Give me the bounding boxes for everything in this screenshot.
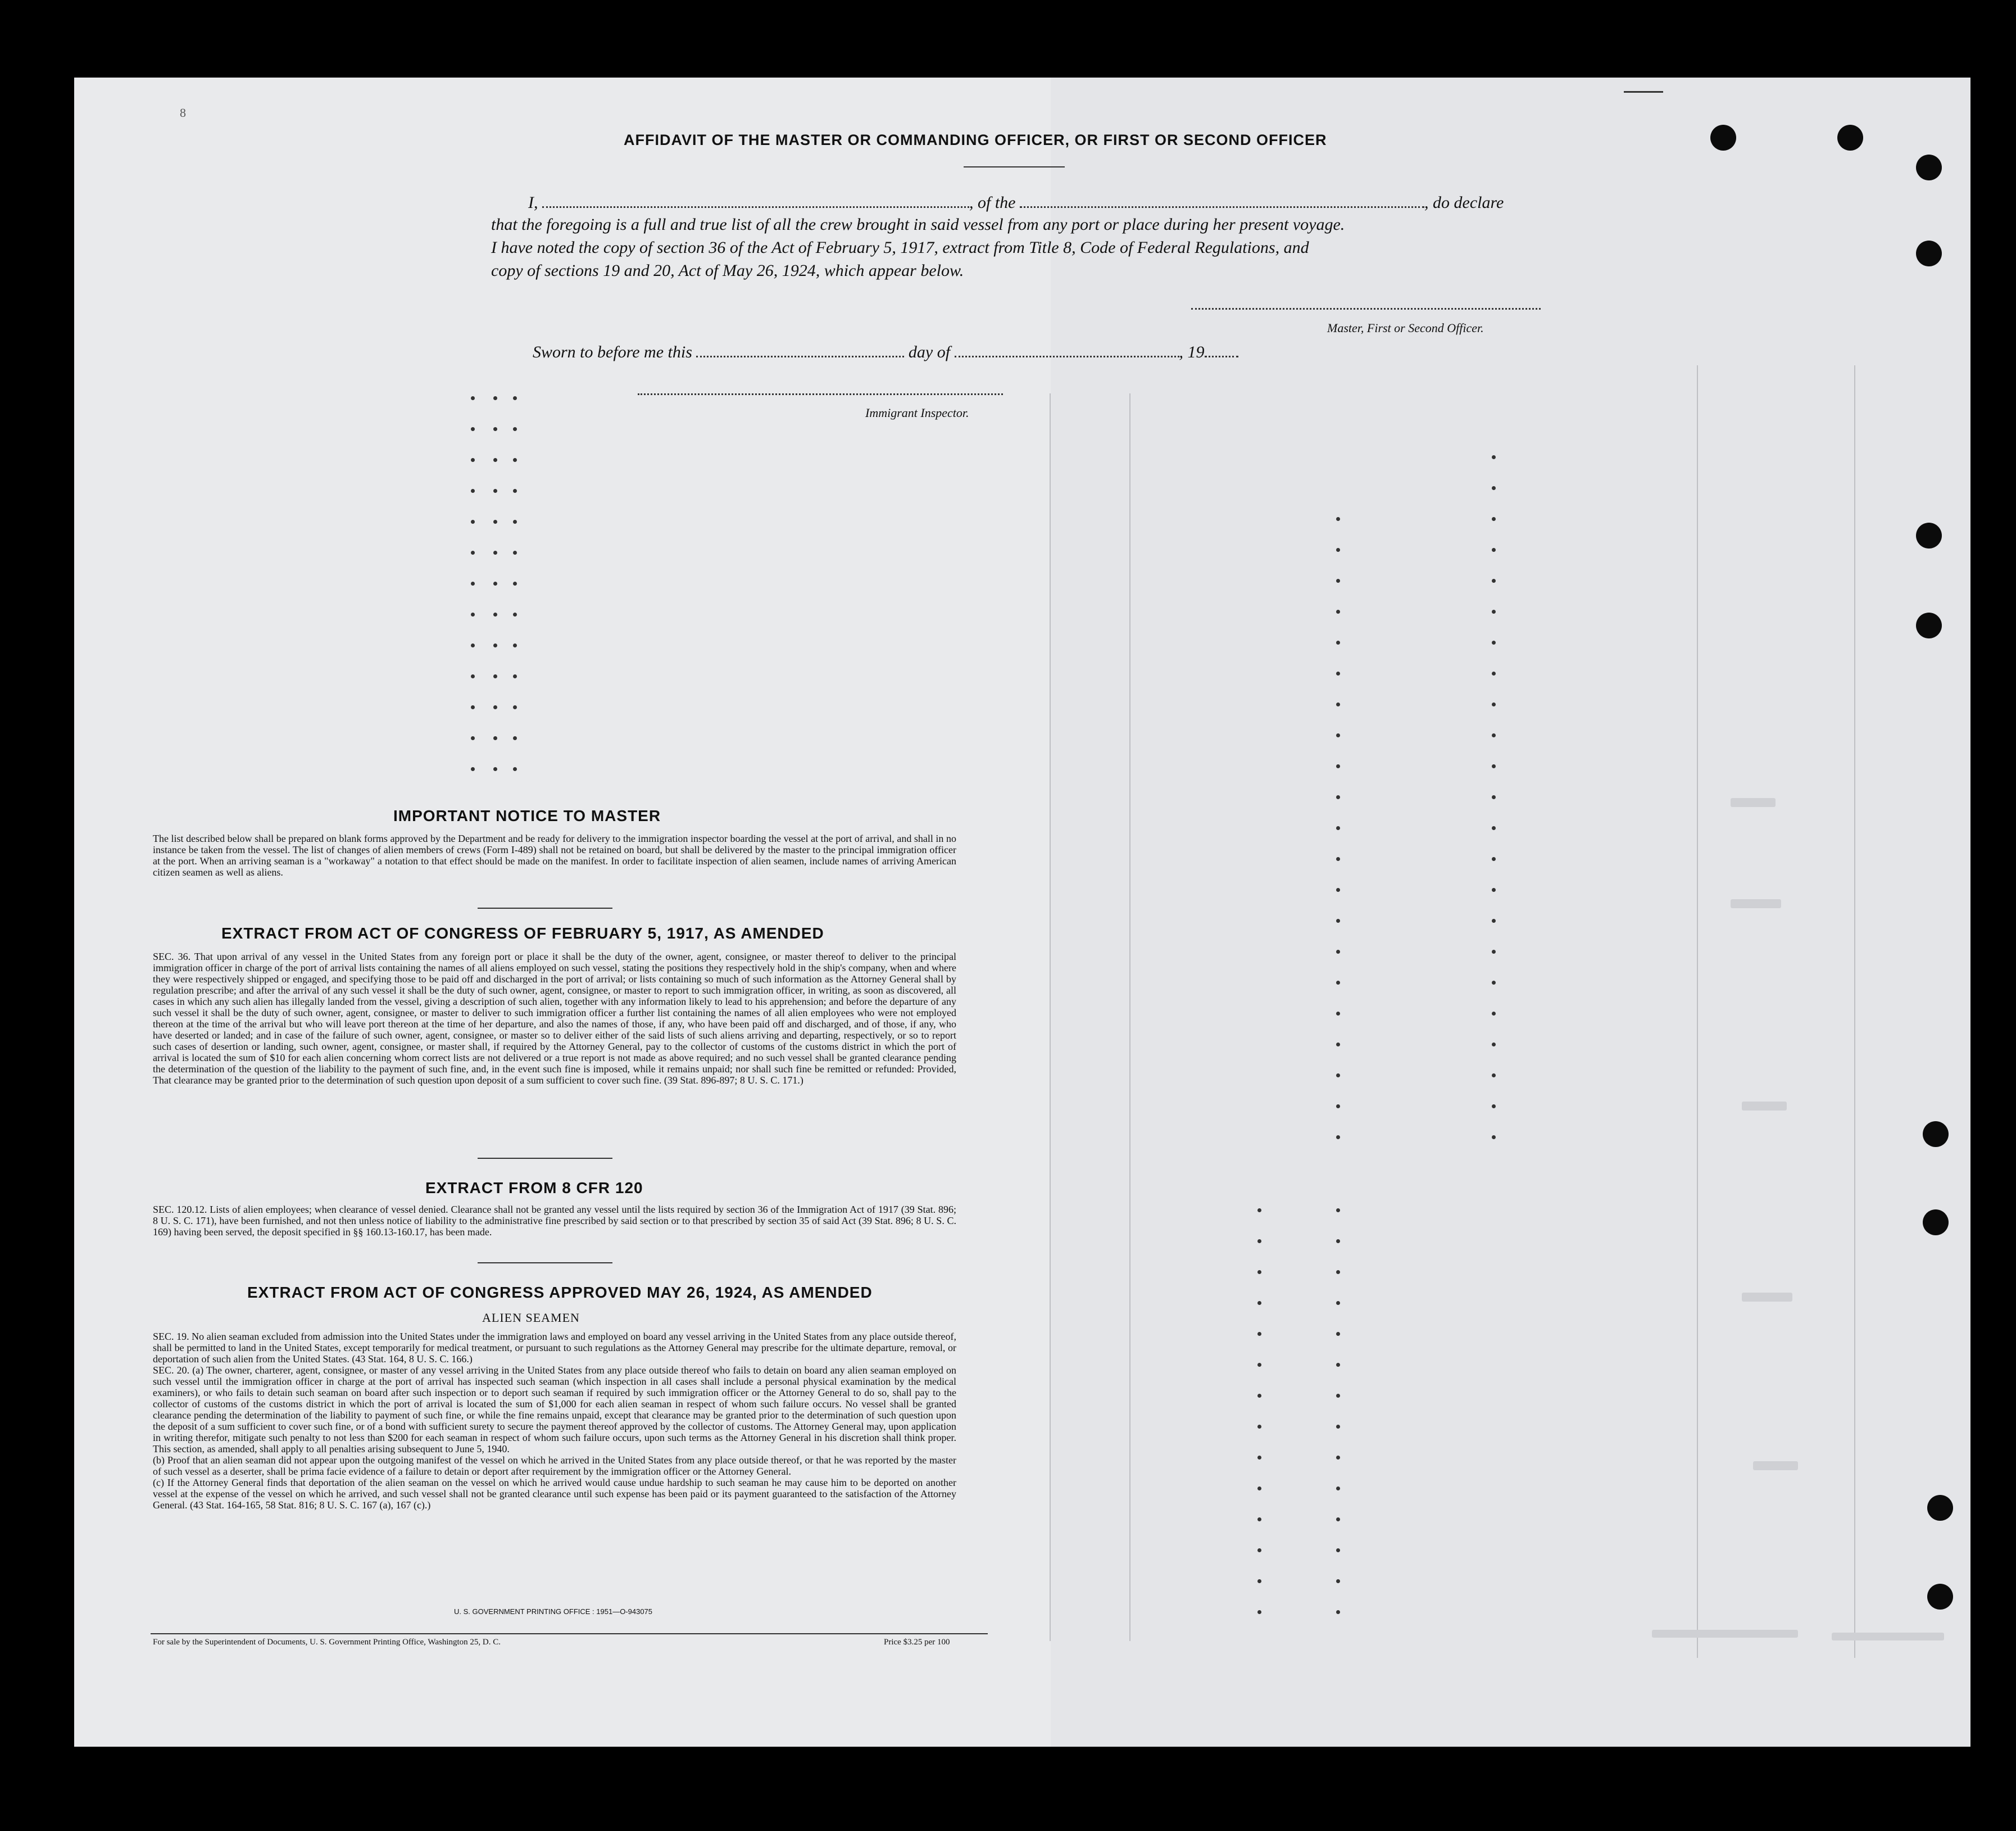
sworn-line (533, 343, 1238, 362)
year-prefix: , 19 (1179, 343, 1205, 361)
bleed-through-panel (1051, 78, 1970, 1747)
row-dot (471, 458, 475, 462)
affidavit-of-the: , of the (969, 193, 1016, 212)
row-dot (471, 520, 475, 524)
row-dot (1257, 1239, 1261, 1243)
row-dot (471, 396, 475, 400)
gpo-imprint: U. S. GOVERNMENT PRINTING OFFICE : 1951—O-943075 (454, 1607, 653, 1616)
row-dot (1257, 1363, 1261, 1367)
punch-hole (1923, 1121, 1949, 1147)
row-dot (513, 767, 517, 771)
affidavit-line-1 (528, 193, 1504, 212)
alien-seamen-subheading: ALIEN SEAMEN (482, 1311, 580, 1325)
row-dot (493, 674, 497, 678)
row-dot (1336, 548, 1340, 552)
extract-1924-body (153, 1331, 956, 1511)
footer-right: Price $3.25 per 100 (884, 1638, 950, 1647)
row-dot (471, 427, 475, 431)
row-dot (1257, 1579, 1261, 1583)
row-dot (1336, 1486, 1340, 1490)
row-dot (513, 458, 517, 462)
row-dot (1336, 703, 1340, 706)
row-dot (1336, 672, 1340, 676)
column-rule (1129, 393, 1130, 1641)
punch-hole (1916, 613, 1942, 638)
extract-1917-heading: EXTRACT FROM ACT OF CONGRESS OF FEBRUARY 5, 1917, AS AMENDED (221, 924, 824, 942)
row-dot (493, 736, 497, 740)
row-dot (1257, 1301, 1261, 1305)
row-dot (493, 767, 497, 771)
row-dot (1336, 641, 1340, 645)
row-dot (1492, 1073, 1496, 1077)
row-dot (493, 489, 497, 493)
punch-hole (1916, 155, 1942, 180)
row-dot (1257, 1270, 1261, 1274)
row-dot (513, 427, 517, 431)
row-dot (493, 643, 497, 647)
row-dot (493, 396, 497, 400)
row-dot (1492, 1012, 1496, 1016)
row-dot (1492, 610, 1496, 614)
affidavit-i: I, (528, 193, 538, 212)
row-dot (1257, 1456, 1261, 1460)
affidavit-line-2: that the foregoing is a full and true list of all the crew brought in said vessel from any port or place during her present voyage. (491, 215, 1345, 234)
row-dot (471, 582, 475, 586)
row-dot (513, 520, 517, 524)
row-dot (1336, 1548, 1340, 1552)
row-dot (1336, 1073, 1340, 1077)
notice-body: The list described below shall be prepared on blank forms approved by the Department and be ready for delivery to the immigration inspector boarding the vessel at the port of arrival, and shall in no instance be taken from the vessel. The list of changes of alien members of crews (Form I-489) shall not be retained on board, but shall be delivered by the master to the principal immigration officer at the port. When an arriving seaman is a "workaway" a notation to that effect should be made on the manifest. In order to facilitate inspection of alien seamen, include names of arriving American citizen seamen as well as aliens. (153, 833, 956, 878)
footer-left: For sale by the Superintendent of Documents, U. S. Government Printing Office, Washington 25, D. C. (153, 1638, 501, 1647)
row-dot (493, 705, 497, 709)
sec-20a: SEC. 20. (a) The owner, charterer, agent, consignee, or master of any vessel arriving in the United States from any place outside thereof who fails to detain on board any alien seaman employed on such vessel until the immigration officer in charge at the port of arrival has inspected such seaman (which inspection in all cases shall include a personal physical examination by the medical examiners), or who fails to detain such seaman on board after such inspection or to deport such seaman if required by such immigration officer or the Attorney General to do so, shall pay to the collector of customs of the customs district in which the port of arrival is located the sum of $1,000 for each alien seaman in respect of whom such failure occurs. No vessel shall be granted clearance pending the determination of the liability to payment of such fine, or while the fine remains unpaid, except that clearance may be granted prior to the determination of such question upon the deposit of a sum sufficient to cover such fine, or of a bond with sufficient surety to secure the payment thereof approved by the collector of customs. The Attorney General may, upon application in writing therefor, mitigate such penalty to not less than $200 for each seaman in respect of whom such failure occurs, upon such terms as the Attorney General in his discretion shall think proper. This section, as amended, shall apply to all penalties arising subsequent to June 5, 1940. (153, 1365, 956, 1454)
row-dot (471, 643, 475, 647)
row-dot (513, 705, 517, 709)
row-dot (1492, 703, 1496, 706)
row-dot (1336, 919, 1340, 923)
row-dot (1492, 857, 1496, 861)
notice-heading: IMPORTANT NOTICE TO MASTER (393, 807, 661, 824)
row-dot (1257, 1332, 1261, 1336)
signature-label: Master, First or Second Officer. (1327, 321, 1484, 335)
row-dot (1492, 950, 1496, 954)
row-dot (1336, 733, 1340, 737)
row-dot (1336, 1239, 1340, 1243)
divider (478, 908, 612, 909)
row-dot (1492, 919, 1496, 923)
day-of-label: day of (908, 343, 951, 361)
row-dot (1336, 610, 1340, 614)
row-dot (1492, 733, 1496, 737)
row-dot (1336, 579, 1340, 583)
row-dot (1492, 888, 1496, 892)
row-dot (1336, 1610, 1340, 1614)
punch-hole (1837, 125, 1863, 151)
bleed-through-mark (1832, 1633, 1944, 1640)
signature-field[interactable] (1191, 308, 1541, 310)
row-dot (1336, 1579, 1340, 1583)
divider (478, 1158, 612, 1159)
row-dot (1336, 857, 1340, 861)
row-dot (1336, 1456, 1340, 1460)
bleed-through-mark (1731, 798, 1776, 807)
row-dot (1336, 764, 1340, 768)
extract-cfr-body: SEC. 120.12. Lists of alien employees; when clearance of vessel denied. Clearance shall not be granted any vessel until the lists required by section 36 of the Immigration Act of 1917 (39 Stat. 896; 8 U. S. C. 171), have been furnished, and not then unless notice of liability to the administrative fine prescribed by said section or to that prescribed by section 35 of said Act (39 Stat. 896; 8 U. S. C. 169) having been served, the deposit specified in §§ 160.13-160.17, has been made. (153, 1204, 956, 1238)
name-field[interactable] (542, 206, 969, 208)
row-dot (471, 674, 475, 678)
row-dot (513, 674, 517, 678)
row-dot (513, 582, 517, 586)
row-dot (1257, 1425, 1261, 1429)
row-dot (1336, 1208, 1340, 1212)
column-rule (1697, 365, 1698, 1658)
punch-hole (1916, 241, 1942, 266)
row-dot (493, 613, 497, 617)
row-dot (1492, 486, 1496, 490)
row-dot (1492, 764, 1496, 768)
row-dot (1336, 950, 1340, 954)
punch-hole (1923, 1209, 1949, 1235)
row-dot (513, 551, 517, 555)
sworn-label: Sworn to before me this (533, 343, 692, 361)
row-dot (1336, 1043, 1340, 1046)
affidavit-line-4: copy of sections 19 and 20, Act of May 26, 1924, which appear below. (491, 261, 964, 280)
affidavit-line-3: I have noted the copy of section 36 of the Act of February 5, 1917, extract from Title 8, Code of Federal Regulations, and (491, 238, 1309, 257)
footer-rule (151, 1633, 988, 1634)
row-dot (1492, 517, 1496, 521)
row-dot (1492, 579, 1496, 583)
bleed-through-mark (1731, 899, 1781, 908)
sec-19: SEC. 19. No alien seaman excluded from admission into the United States under the immigration laws and employed on board any vessel arriving in the United States from any place outside thereof, shall be permitted to land in the United States, except temporarily for medical treatment, or pursuant to such regulations as the Attorney General may prescribe for the ultimate departure, removal, or deportation of such alien from the United States. (43 Stat. 164, 8 U. S. C. 166.) (153, 1331, 956, 1365)
row-dot (1336, 1517, 1340, 1521)
row-dot (1336, 795, 1340, 799)
extract-1924-heading: EXTRACT FROM ACT OF CONGRESS APPROVED MAY 26, 1924, AS AMENDED (247, 1284, 873, 1301)
affidavit-declare: , do declare (1424, 193, 1504, 212)
row-dot (493, 582, 497, 586)
row-dot (1336, 1301, 1340, 1305)
sec-20b: (b) Proof that an alien seaman did not appear upon the outgoing manifest of the vessel on which he arrived in the United States from any place outside thereof, or that he was reported by the master of such vessel as a deserter, shall be prima facie evidence of a failure to detain or deport after requirement by the immigration officer or the Attorney General. (153, 1454, 956, 1477)
row-dot (1336, 1394, 1340, 1398)
row-dot (1257, 1394, 1261, 1398)
column-rule (1854, 365, 1855, 1658)
extract-1917-body: SEC. 36. That upon arrival of any vessel in the United States from any foreign port or place it shall be the duty of the owner, agent, consignee, or master thereof to deliver to the principal immigration officer in charge of the port of arrival lists containing the names of all aliens employed on such vessel, stating the positions they respectively hold in the ship's company, when and where they were respectively shipped or engaged, and specifying those to be paid off and discharged in the port of arrival; or lists containing so much of such information as the Attorney General shall by regulation prescribe; and after the arrival of any such vessel it shall be the duty of such owner, agent, consignee, or master to report to such immigration officer, in writing, as soon as discovered, all cases in which any such alien has illegally landed from the vessel, giving a description of such alien, together with any information likely to lead to his apprehension; and before the departure of any such vessel it shall be the duty of such owner, agent, consignee, or master to deliver to such immigration officer a further list containing the names of all alien employees who were not employed thereon at the time of the arrival but who will leave port thereon at the time of her departure, and also the names of those, if any, who have been paid off and discharged, and of those, if any, who have deserted or landed; and in case of the failure of such owner, agent, consignee, or master so to deliver either of the said lists of such aliens arriving and departing, respectively, or so to report such cases of desertion or landing, such owner, agent, consignee, or master shall, if required by the Attorney General, pay to the collector of customs of the customs district in which the port of arrival is located the sum of $10 for each alien concerning whom correct lists are not delivered or a true report is not made as above required; and no such vessel shall be granted clearance pending the determination of the question of the liability to the payment of such fine, and, in the event such fine is imposed, while it remains unpaid; nor shall such fine be remitted or refunded: Provided, That clearance may be granted prior to the determination of such question upon deposit of a sum sufficient to cover such fine. (39 Stat. 896-897; 8 U. S. C. 171.) (153, 951, 956, 1086)
bleed-through-mark (1652, 1630, 1798, 1638)
column-rule (1050, 393, 1051, 1641)
punch-hole (1710, 125, 1736, 151)
row-dot (1257, 1610, 1261, 1614)
row-dot (1336, 826, 1340, 830)
row-dot (471, 551, 475, 555)
row-dot (1336, 1104, 1340, 1108)
row-dot (471, 489, 475, 493)
row-dot (1336, 517, 1340, 521)
row-dot (513, 489, 517, 493)
row-dot (493, 551, 497, 555)
row-dot (1257, 1517, 1261, 1521)
inspector-label: Immigrant Inspector. (865, 406, 969, 420)
row-dot (1492, 455, 1496, 459)
punch-hole (1916, 523, 1942, 549)
row-dot (513, 396, 517, 400)
row-dot (1336, 981, 1340, 985)
row-dot (1492, 826, 1496, 830)
row-dot (1336, 1363, 1340, 1367)
row-dot (1492, 1043, 1496, 1046)
row-dot (493, 458, 497, 462)
inspector-signature-field[interactable] (638, 393, 1003, 395)
punch-hole (1927, 1495, 1953, 1521)
row-dot (493, 520, 497, 524)
row-dot (471, 767, 475, 771)
sec-20c: (c) If the Attorney General finds that deportation of the alien seaman on the vessel on which he arrived would cause undue hardship to such seaman he may cause him to be deported on another vessel at the expense of the vessel on which he arrived, and such vessel shall not be granted clearance until such expense has been paid or its payment guaranteed to the satisfaction of the Attorney General. (43 Stat. 164-165, 58 Stat. 816; 8 U. S. C. 167 (a), 167 (c).) (153, 1477, 956, 1511)
affidavit-title: AFFIDAVIT OF THE MASTER OR COMMANDING OFFICER, OR FIRST OR SECOND OFFICER (624, 132, 1327, 148)
row-dot (1492, 981, 1496, 985)
row-dot (513, 736, 517, 740)
row-dot (1336, 1425, 1340, 1429)
divider (478, 1262, 612, 1263)
sworn-day-field[interactable] (696, 356, 904, 357)
top-mark (1624, 91, 1663, 93)
sworn-month-field[interactable] (955, 356, 1179, 357)
page-number: 8 (180, 106, 186, 120)
extract-cfr-heading: EXTRACT FROM 8 CFR 120 (425, 1179, 643, 1197)
punch-hole (1927, 1584, 1953, 1610)
row-dot (1336, 1135, 1340, 1139)
row-dot (1257, 1486, 1261, 1490)
row-dot (1336, 1332, 1340, 1336)
row-dot (1492, 641, 1496, 645)
title-underline (964, 166, 1065, 167)
row-dot (471, 613, 475, 617)
bleed-through-mark (1742, 1293, 1792, 1302)
row-dot (1336, 888, 1340, 892)
vessel-field[interactable] (1020, 206, 1424, 208)
row-dot (471, 736, 475, 740)
row-dot (1257, 1548, 1261, 1552)
bleed-through-mark (1742, 1102, 1787, 1111)
sworn-year-field[interactable] (1205, 356, 1238, 357)
row-dot (1492, 795, 1496, 799)
row-dot (1336, 1270, 1340, 1274)
row-dot (493, 427, 497, 431)
row-dot (1336, 1012, 1340, 1016)
row-dot (471, 705, 475, 709)
row-dot (1257, 1208, 1261, 1212)
row-dot (513, 613, 517, 617)
bleed-through-mark (1753, 1461, 1798, 1470)
row-dot (1492, 1135, 1496, 1139)
row-dot (1492, 548, 1496, 552)
row-dot (1492, 1104, 1496, 1108)
row-dot (1492, 672, 1496, 676)
row-dot (513, 643, 517, 647)
